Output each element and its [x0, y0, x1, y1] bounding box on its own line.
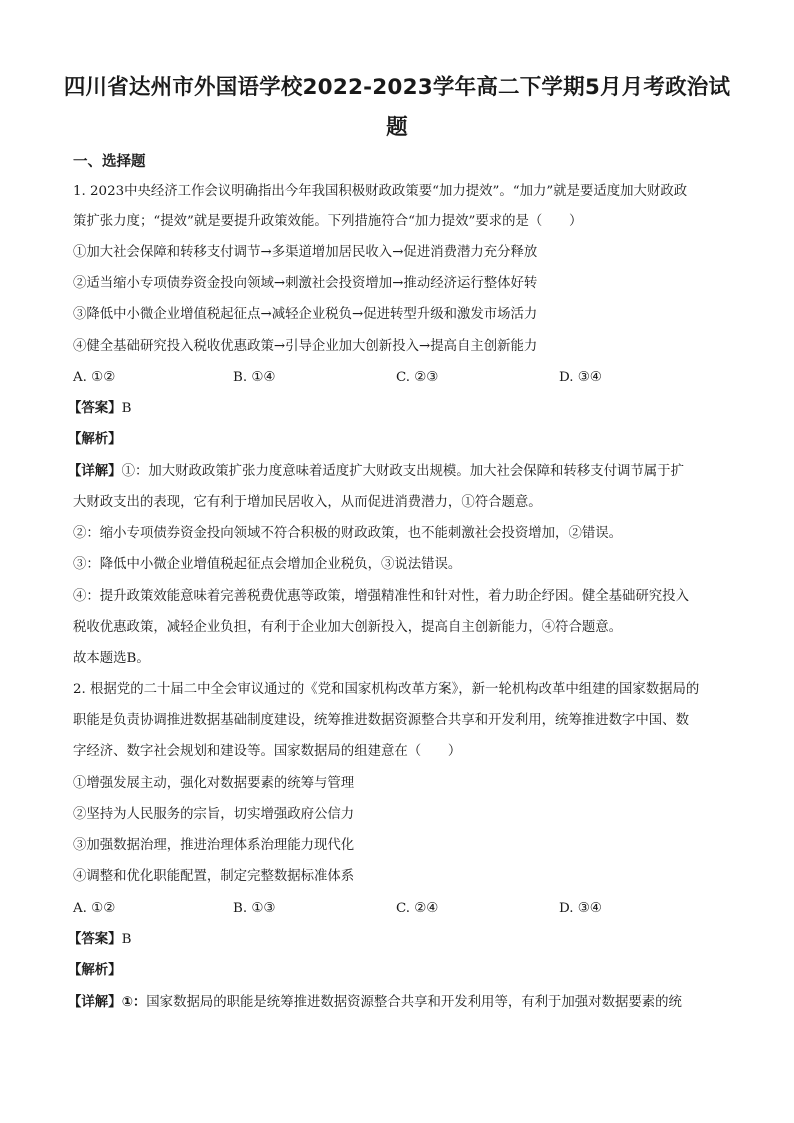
q1-detail-tag: 【详解】	[68, 464, 122, 479]
q1-stem-line2: 策扩张力度；“提效”就是要提升政策效能。下列措施符合“加力提效”要求的是（ ）	[73, 214, 583, 229]
document-title-line2: 题	[386, 115, 408, 140]
q2-stem-line2: 职能是负责协调推进数据基础制度建设，统筹推进数据资源整合共享和开发利用，统筹推进数字中国、数	[73, 713, 689, 728]
q2-answer-tag: 【答案】	[68, 932, 122, 947]
q1-detail-line2: 大财政支出的表现，它有利于增加民居收入，从而促进消费潜力，①符合题意。	[73, 495, 542, 510]
q1-answer-value: B	[121, 401, 132, 416]
q1-statement-1: ①加大社会保障和转移支付调节→多渠道增加居民收入→促进消费潜力充分释放	[73, 245, 538, 260]
q2-statement-4: ④调整和优化职能配置，制定完整数据标准体系	[73, 869, 355, 884]
q1-detail-line4: ③：降低中小微企业增值税起征点会增加企业税负，③说法错误。	[73, 557, 462, 572]
q1-option-a: A. ①②	[73, 370, 116, 385]
q1-detail-text1: ①：加大财政政策扩张力度意味着适度扩大财政支出规模。加大社会保障和转移支付调节属于扩	[121, 464, 684, 479]
q1-detail-line3: ②：缩小专项债券资金投向领域不符合积极的财政政策，也不能刺激社会投资增加，②错误。	[73, 526, 623, 541]
q1-detail-line6: 税收优惠政策，减轻企业负担，有利于企业加大创新投入，提高自主创新能力，④符合题意。	[73, 620, 623, 635]
q1-analysis-tag: 【解析】	[68, 432, 122, 447]
q1-answer	[68, 400, 131, 418]
q2-analysis-tag: 【解析】	[68, 963, 122, 978]
q1-analysis	[68, 431, 122, 449]
q2-stem-line1: 2. 根据党的二十届二中全会审议通过的《党和国家机构改革方案》，新一轮机构改革中组建的国家数据局的	[73, 682, 700, 697]
q1-detail-line5: ④：提升政策效能意味着完善税费优惠等政策，增强精准性和针对性，着力助企纾困。健全基础研究投入	[73, 589, 689, 604]
q2-statement-1: ①增强发展主动，强化对数据要素的统筹与管理	[73, 776, 355, 791]
section-heading: 一、选择题	[73, 154, 146, 170]
q2-detail-text1: 国家数据局的职能是统筹推进数据资源整合共享和开发利用等，有利于加强对数据要素的统	[146, 995, 682, 1010]
q2-answer	[68, 931, 131, 949]
q2-options	[73, 900, 723, 918]
q1-detail-line1	[68, 463, 684, 481]
q1-conclusion: 故本题选B。	[73, 651, 150, 666]
q2-option-c: C. ②④	[396, 901, 439, 916]
document-title-line1: 四川省达州市外国语学校2022-2023学年高二下学期5月月考政治试	[63, 75, 731, 100]
q1-statement-3: ③降低中小微企业增值税起征点→减轻企业税负→促进转型升级和激发市场活力	[73, 307, 538, 322]
q2-detail-tag: 【详解】	[68, 995, 122, 1010]
q1-option-d: D. ③④	[559, 370, 602, 385]
q2-option-d: D. ③④	[559, 901, 602, 916]
q2-statement-2: ②坚持为人民服务的宗旨，切实增强政府公信力	[73, 807, 355, 822]
q1-statement-2: ②适当缩小专项债券资金投向领域→刺激社会投资增加→推动经济运行整体好转	[73, 276, 538, 291]
q1-answer-tag: 【答案】	[68, 401, 122, 416]
q2-option-b: B. ①③	[233, 901, 276, 916]
q2-stem-line3: 字经济、数字社会规划和建设等。国家数据局的组建意在（ ）	[73, 744, 462, 759]
q1-statement-4: ④健全基础研究投入税收优惠政策→引导企业加大创新投入→提高自主创新能力	[73, 339, 538, 354]
q2-detail-marker: ①：	[121, 995, 147, 1010]
q2-answer-value: B	[121, 932, 132, 947]
q2-option-a: A. ①②	[73, 901, 116, 916]
q1-options	[73, 369, 723, 387]
q2-statement-3: ③加强数据治理，推进治理体系治理能力现代化	[73, 838, 355, 853]
q1-option-b: B. ①④	[233, 370, 276, 385]
q2-analysis	[68, 962, 122, 980]
q2-detail-line1	[68, 994, 682, 1012]
q1-option-c: C. ②③	[396, 370, 439, 385]
q1-stem-line1: 1. 2023中央经济工作会议明确指出今年我国积极财政政策要“加力提效”。“加力”就是要适度加大财政政	[73, 184, 688, 199]
